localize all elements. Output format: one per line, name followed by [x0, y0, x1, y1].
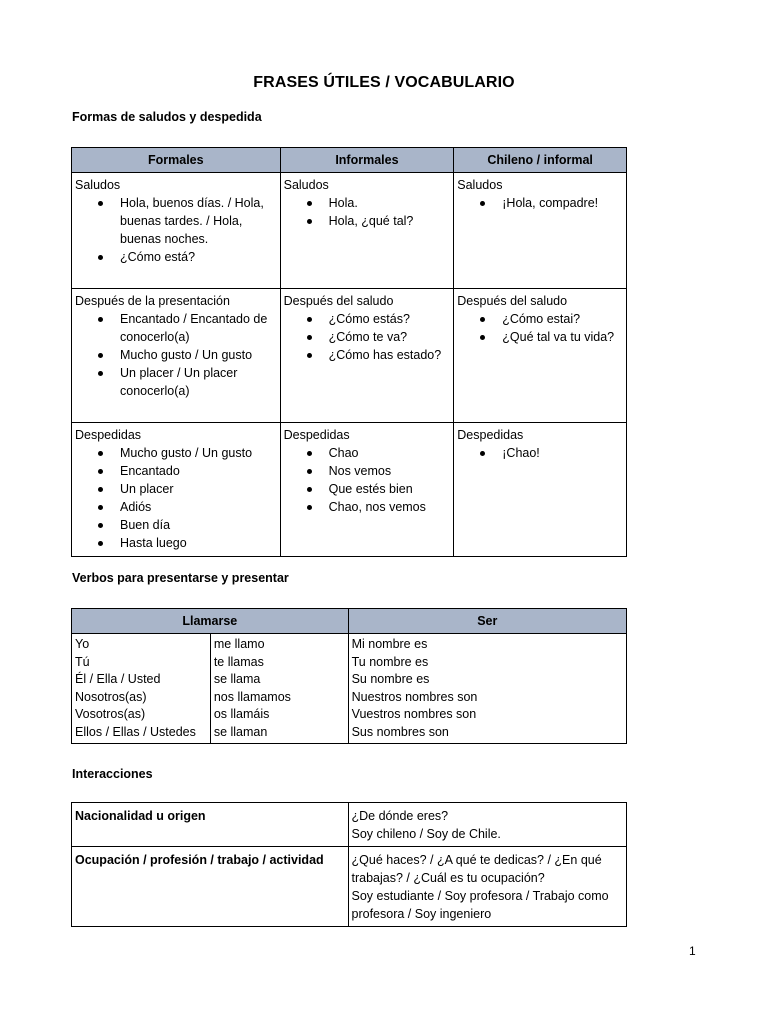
interaction-label: Nacionalidad u origen	[72, 803, 349, 847]
phrase-list	[75, 444, 280, 552]
pronoun: Yo	[75, 637, 90, 651]
ser-form: Tu nombre es	[351, 654, 429, 669]
greetings-row	[72, 173, 627, 289]
phrase-item: Mucho gusto / Un gusto	[120, 444, 280, 462]
cell-label: Despedidas	[75, 428, 142, 442]
llamarse-column	[210, 634, 348, 744]
ser-form: Su nombre es	[351, 672, 430, 686]
greetings-cell	[280, 289, 454, 423]
greetings-cell	[72, 289, 281, 423]
header-ser: Ser	[348, 609, 626, 634]
interaction-line: ¿Qué haces? / ¿A qué te dedicas? / ¿En qué trabajas? / ¿Cuál es tu ocupación?	[351, 853, 602, 885]
phrase-item: Buen día	[120, 516, 280, 534]
greetings-cell	[72, 173, 281, 289]
verbs-table	[71, 608, 627, 744]
header-formales: Formales	[72, 148, 281, 173]
cell-label: Después de la presentación	[75, 294, 230, 308]
phrase-list	[457, 444, 626, 462]
header-informales: Informales	[280, 148, 454, 173]
phrase-list	[457, 194, 626, 212]
pronoun: Ellos / Ellas / Ustedes	[75, 724, 196, 739]
phrase-item: ¿Cómo te va?	[329, 328, 454, 346]
interactions-table	[71, 802, 627, 927]
interaction-phrases	[348, 803, 626, 847]
cell-label: Saludos	[457, 178, 503, 192]
phrase-item: Que estés bien	[329, 480, 454, 498]
phrase-list	[284, 194, 454, 230]
interaction-line: Soy chileno / Soy de Chile.	[351, 827, 501, 841]
interaction-line: ¿De dónde eres?	[351, 809, 449, 823]
cell-label: Despedidas	[457, 428, 524, 442]
pronoun: Nosotros(as)	[75, 689, 147, 704]
phrase-item: Hola.	[329, 194, 454, 212]
greetings-cell	[454, 173, 627, 289]
phrase-item: Un placer	[120, 480, 280, 498]
verbs-heading: Verbos para presentarse y presentar	[72, 571, 289, 585]
page-title: FRASES ÚTILES / VOCABULARIO	[253, 74, 515, 91]
greetings-heading: Formas de saludos y despedida	[72, 110, 262, 124]
interaction-line: Soy estudiante / Soy profesora / Trabajo como profesora / Soy ingeniero	[351, 889, 609, 921]
phrase-item: ¿Cómo está?	[120, 248, 280, 266]
cell-label: Saludos	[283, 178, 329, 192]
llamarse-form: os llamáis	[213, 707, 270, 721]
greetings-cell	[280, 423, 454, 557]
interaction-row	[72, 847, 627, 927]
header-llamarse: Llamarse	[72, 609, 349, 634]
phrase-item: ¿Qué tal va tu vida?	[502, 328, 626, 346]
pronoun-column	[72, 634, 211, 744]
phrase-item: Mucho gusto / Un gusto	[120, 346, 280, 364]
phrase-list	[75, 310, 280, 400]
page-number: 1	[689, 944, 696, 958]
phrase-item: ¿Cómo has estado?	[329, 346, 454, 364]
pronoun: Él / Ella / Usted	[75, 672, 161, 686]
phrase-item: Encantado	[120, 462, 280, 480]
llamarse-form: nos llamamos	[213, 689, 291, 704]
phrase-item: Hola, buenos días. / Hola, buenas tardes. / Hola, buenas noches.	[120, 194, 280, 248]
greetings-row	[72, 289, 627, 423]
llamarse-form: se llama	[213, 672, 261, 686]
phrase-item: ¡Hola, compadre!	[502, 194, 626, 212]
phrase-item: Adiós	[120, 498, 280, 516]
phrase-item: ¿Cómo estás?	[329, 310, 454, 328]
ser-form: Vuestros nombres son	[351, 707, 477, 721]
greetings-cell	[280, 173, 454, 289]
cell-label: Despedidas	[283, 428, 350, 442]
phrase-item: Encantado / Encantado de conocerlo(a)	[120, 310, 280, 346]
interaction-label: Ocupación / profesión / trabajo / actividad	[72, 847, 349, 927]
interaction-row	[72, 803, 627, 847]
greetings-cell	[72, 423, 281, 557]
pronoun: Vosotros(as)	[75, 707, 146, 721]
ser-column	[348, 634, 626, 744]
llamarse-form: te llamas	[213, 654, 264, 669]
phrase-item: Chao, nos vemos	[329, 498, 454, 516]
phrase-item: ¡Chao!	[502, 444, 626, 462]
ser-form: Nuestros nombres son	[351, 689, 478, 704]
header-chileno: Chileno / informal	[454, 148, 627, 173]
interaction-phrases	[348, 847, 626, 927]
phrase-list	[284, 310, 454, 364]
phrase-item: Hola, ¿qué tal?	[329, 212, 454, 230]
phrase-item: Un placer / Un placer conocerlo(a)	[120, 364, 280, 400]
interactions-heading: Interacciones	[72, 767, 153, 781]
phrase-list	[457, 310, 626, 346]
cell-label: Después del saludo	[457, 294, 568, 308]
greetings-row	[72, 423, 627, 557]
llamarse-form: se llaman	[213, 724, 268, 739]
phrase-item: Nos vemos	[329, 462, 454, 480]
cell-label: Saludos	[75, 178, 121, 192]
cell-label: Después del saludo	[283, 294, 394, 308]
pronoun: Tú	[75, 654, 90, 669]
greetings-table	[71, 147, 627, 557]
phrase-list	[75, 194, 280, 266]
ser-form: Sus nombres son	[351, 724, 449, 739]
llamarse-form: me llamo	[213, 637, 265, 651]
greetings-cell	[454, 289, 627, 423]
ser-form: Mi nombre es	[351, 637, 428, 651]
phrase-item: Chao	[329, 444, 454, 462]
phrase-list	[284, 444, 454, 516]
phrase-item: ¿Cómo estai?	[502, 310, 626, 328]
greetings-cell	[454, 423, 627, 557]
phrase-item: Hasta luego	[120, 534, 280, 552]
